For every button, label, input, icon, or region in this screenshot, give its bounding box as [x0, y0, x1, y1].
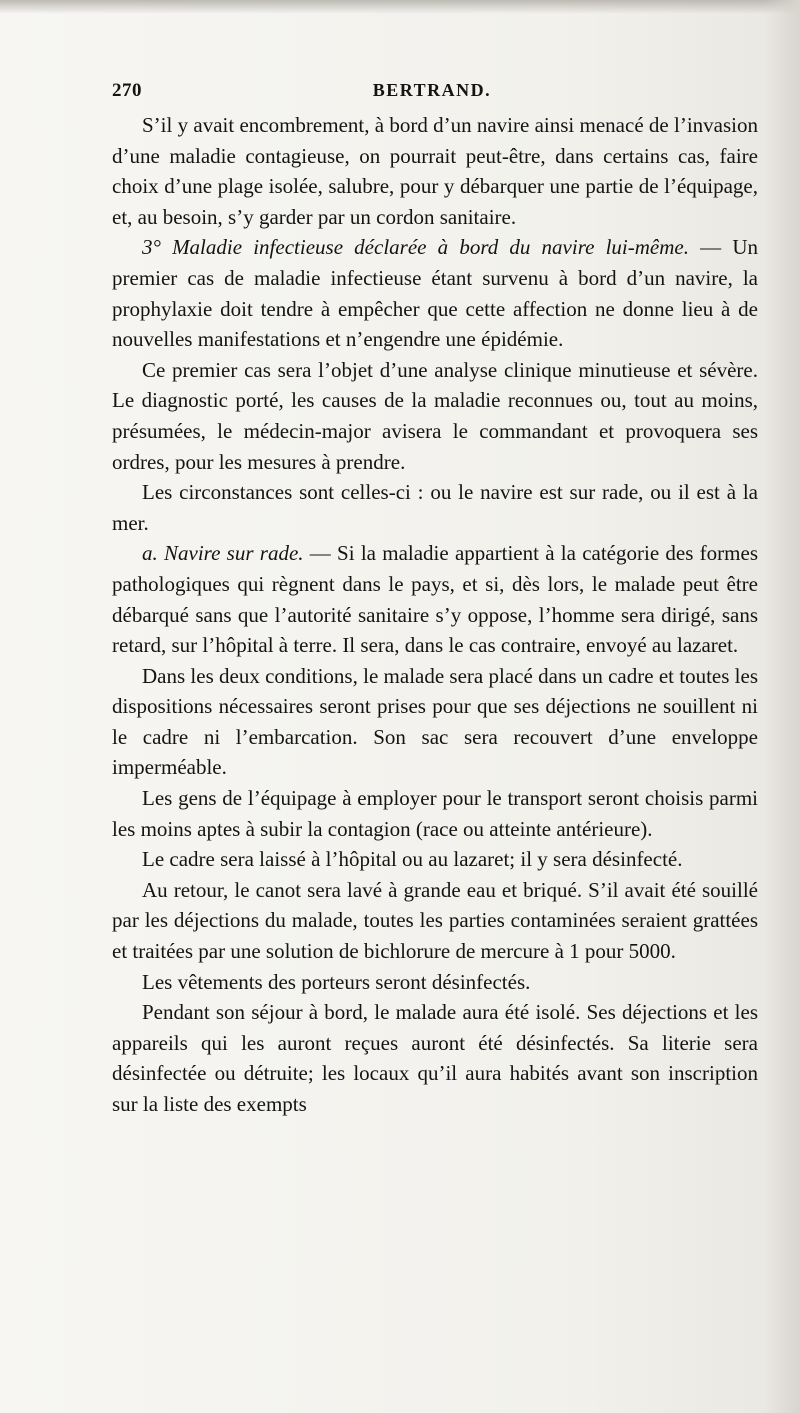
paragraph-2: 3° Maladie infectieuse déclarée à bord du navire lui-même. — Un premier cas de maladie infectieuse étant survenu à bord d’un navire, la prophylaxie doit tendre à empêcher que cette affection ne donne lieu à de nouvelles manifestations et n’engendre une épidémie. [112, 235, 758, 352]
paragraph-10: Les vêtements des porteurs seront désinfectés. [142, 969, 531, 994]
running-head [112, 80, 752, 104]
body-text [112, 110, 758, 1120]
paragraph-1: S’il y avait encombrement, à bord d’un navire ainsi menacé de l’invasion d’une maladie contagieuse, on pourrait peut-être, dans certains cas, faire choix d’une plage isolée, salubre, pour y débarquer une partie de l’équipage, et, au besoin, s’y garder par un cordon sanitaire. [112, 113, 758, 229]
paragraph-4: Les circonstances sont celles-ci : ou le navire est sur rade, ou il est à la mer. [112, 480, 758, 535]
paragraph-6: Dans les deux conditions, le malade sera placé dans un cadre et toutes les dispositions nécessaires seront prises pour que ses déjections ne souillent ni le cadre ni l’embarcation. Son sac sera recouvert d’une enveloppe imperméable. [112, 663, 758, 780]
paragraph-8: Le cadre sera laissé à l’hôpital ou au lazaret; il y sera désinfecté. [142, 847, 683, 872]
paragraph-11: Pendant son séjour à bord, le malade aura été isolé. Ses déjections et les appareils qui les auront reçues auront été désinfectés. Sa literie sera désinfectée ou détruite; les locaux qu’il aura habités avant son inscription sur la liste des exempts [112, 1000, 758, 1116]
paragraph-7: Les gens de l’équipage à employer pour le transport seront choisis parmi les moins aptes à subir la contagion (race ou atteinte antérieure). [112, 786, 758, 841]
paragraph-9: Au retour, le canot sera lavé à grande eau et briqué. S’il avait été souillé par les déjections du malade, toutes les parties contaminées seraient grattées et traitées par une solution de bichlorure de mercure à 1 pour 5000. [112, 877, 758, 964]
running-head-author: BERTRAND. [372, 80, 492, 100]
page-number: 270 [112, 80, 142, 101]
paragraph-3: Ce premier cas sera l’objet d’une analyse clinique minutieuse et sévère. Le diagnostic porté, les causes de la maladie reconnues ou, tout au moins, présumées, le médecin-major avisera le commandant et provoquera ses ordres, pour les mesures à prendre. [112, 357, 758, 474]
scan-top-shadow [0, 0, 800, 14]
paragraph-5: a. Navire sur rade. — Si la maladie appartient à la catégorie des formes pathologiques qui règnent dans le pays, et si, dès lors, le malade peut être débarqué sans que l’autorité sanitaire s’y oppose, l’homme sera dirigé, sans retard, sur l’hôpital à terre. Il sera, dans le cas contraire, envoyé au lazaret. [112, 541, 758, 658]
section-heading-a: a. Navire sur rade. [142, 541, 304, 566]
scan-right-shadow [764, 0, 800, 1413]
section-heading-3: 3° Maladie infectieuse déclarée à bord du navire lui-même. [142, 235, 689, 260]
